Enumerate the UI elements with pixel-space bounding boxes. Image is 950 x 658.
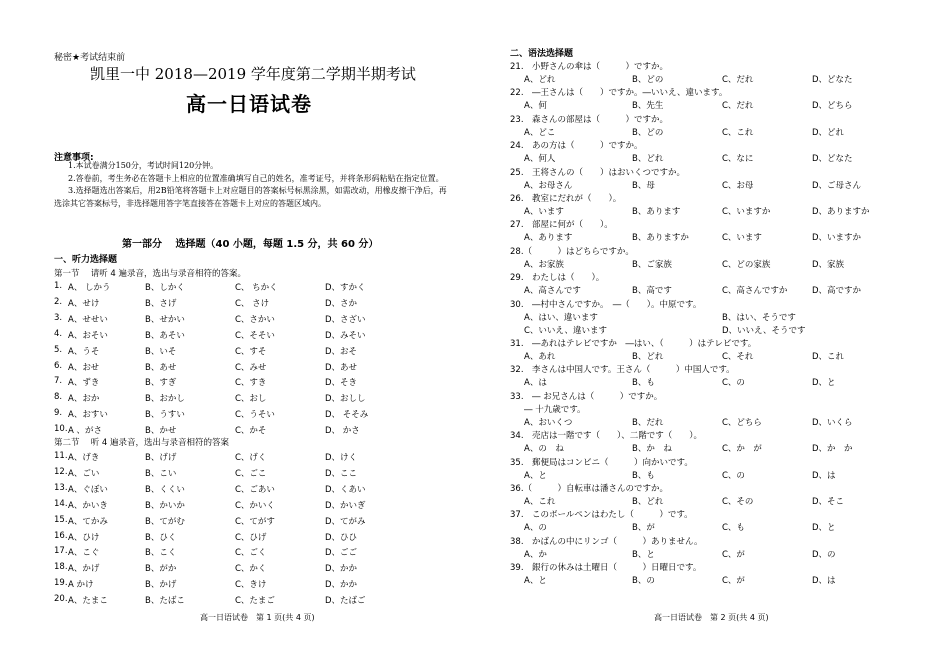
option-a: A、は (524, 378, 547, 389)
option-a: A、か (524, 549, 547, 560)
option-c: C、お母 (722, 180, 754, 191)
question-number: 12. (54, 466, 68, 477)
question-text: 29. わたしは（ ）。 (510, 273, 605, 284)
part-heading: 第一部分 选择题（40 小题，每题 1.5 分，共 60 分） (122, 239, 379, 250)
option-b: B、どれ (632, 497, 664, 507)
note-item: 3.选择题选出答案后，用2B铅笔将答题卡上对应题目的答案标号标黑涂黑，如需改动，用橡皮擦干净后，再选涂其它答案标号，非选择题用答字笔直接答在答题卡上对应的答题区域内。 (54, 186, 447, 208)
option-c: C、高さんですか (722, 286, 788, 297)
option-a: A、の ね (524, 444, 564, 455)
question-number: 9. (54, 408, 63, 419)
option-a: A、せせい (68, 314, 108, 325)
option-b: B、先生 (632, 101, 664, 112)
option-b: B、たばこ (145, 596, 185, 607)
option-a: A、と (524, 470, 547, 481)
option-d: D、高ですか (812, 286, 862, 297)
option-b: B、こく (145, 548, 177, 559)
option-b: B、どれ (632, 352, 664, 362)
option-b: B、さげ (145, 298, 177, 309)
option-d: D、どなた (812, 154, 853, 165)
option-c: C、すそ (235, 346, 267, 357)
option-b: B、てがむ (145, 516, 185, 527)
option-a: A、と (524, 576, 547, 587)
option-c: C、ごく (235, 548, 267, 559)
question-number: 18. (54, 562, 68, 573)
option-c: C、すき (235, 378, 267, 389)
option-d: D、そこ (812, 497, 845, 507)
option-d: D、と (812, 523, 836, 534)
option-b: B、どれ (632, 154, 664, 165)
notes-heading: 注意事项: (54, 153, 94, 163)
option-d: D、ひひ (325, 532, 358, 543)
option-d: D、 かさ (325, 426, 360, 437)
page-footer: 高一日语试卷 第 1 页(共 4 页) (200, 613, 315, 622)
option-b: B、ありますか (632, 233, 689, 244)
option-b: B、かげ (145, 580, 177, 591)
question-number: 17. (54, 546, 68, 557)
option-d: D、家族 (812, 259, 845, 270)
question-number: 15. (54, 514, 68, 525)
option-c: C、かそ (235, 426, 267, 437)
option-d: D、たばご (325, 596, 366, 607)
option-a: A、げき (68, 453, 100, 463)
option-d: D、と (812, 378, 836, 389)
option-d: D、 そそみ (325, 410, 369, 421)
question-text: 27. 部屋に何が（ ）。 (510, 220, 613, 231)
option-d: D、いいえ、そうです (722, 325, 806, 336)
option-b: B、だれ (632, 417, 664, 428)
question-number: 16. (54, 530, 68, 541)
confidential-label: 秘密★考试结束前 (54, 53, 126, 63)
page-footer: 高一日语试卷 第 2 页(共 4 页) (654, 613, 769, 622)
question-text: 33. ― お兄さんは（ ）ですか。 (510, 391, 663, 402)
option-b: B、がか (145, 564, 177, 575)
option-c: C、なに (722, 154, 754, 165)
option-a: A、あります (524, 233, 573, 244)
question-number: 19. (54, 578, 68, 589)
option-b: B、ひく (145, 532, 177, 543)
option-c: C、ごあい (235, 484, 275, 495)
option-a: A、おすい (68, 410, 108, 421)
question-number: 4. (54, 328, 63, 339)
option-d: D、どちら (812, 101, 853, 112)
option-a: A、あれ (524, 352, 556, 362)
section-heading: 一、听力选择题 (54, 255, 118, 265)
option-d: D、ここ (325, 468, 358, 479)
option-c: C、かいく (235, 500, 275, 511)
question-text: 37. このボールペンはわたし（ ）です。 (510, 510, 693, 521)
section-heading: 二、语法选择题 (510, 49, 574, 59)
question-number: 5. (54, 344, 63, 355)
option-c: C、その (722, 497, 754, 507)
option-a: A、これ (524, 497, 556, 507)
left-page (0, 0, 470, 658)
question-text: 32. 李さんは中国人です。王さん（ ）中国人です。 (510, 365, 735, 376)
option-a: A、おいくつ (524, 417, 573, 428)
option-d: D、そき (325, 378, 358, 389)
question-text: 25. 王将さんの（ ）はおいくつですか。 (510, 167, 686, 178)
option-a: A、おせ (68, 362, 100, 373)
option-d: D、ご母さん (812, 180, 862, 191)
option-a: A、の (524, 523, 547, 534)
option-d: D、は (812, 470, 836, 481)
option-c: C、いいえ、違います (524, 325, 607, 336)
option-d: D、か か (812, 444, 853, 455)
option-b: B、すぎ (145, 378, 177, 389)
option-c: C、だれ (722, 101, 754, 112)
option-c: C、の (722, 378, 745, 389)
question-text: 21. 小野さんの傘は（ ）ですか。 (510, 62, 669, 72)
option-b: B、せかい (145, 314, 185, 325)
option-c: C、どちら (722, 417, 762, 428)
option-c: C、かく (235, 564, 267, 575)
question-number: 14. (54, 498, 68, 509)
option-a: A、せけ (68, 298, 100, 309)
question-number: 11. (54, 451, 68, 461)
option-a: A、ぐぼい (68, 484, 108, 495)
option-a: A、何人 (524, 154, 556, 165)
option-c: C、ごこ (235, 468, 267, 479)
option-a: A、こぐ (68, 548, 100, 559)
question-number: 3. (54, 312, 63, 323)
option-c: C、たまご (235, 596, 275, 607)
option-a: A、お母さん (524, 180, 573, 191)
option-b: B、かいか (145, 500, 185, 511)
option-b: B、どの (632, 75, 664, 85)
option-b: B、ご家族 (632, 259, 672, 270)
option-b: B、はい、そうです (722, 312, 796, 323)
option-c: C、も (722, 523, 745, 534)
question-text-line2: ― 十九歳です。 (524, 404, 586, 415)
option-a: A、ひけ (68, 532, 100, 543)
question-number: 7. (54, 376, 63, 387)
option-b: B、母 (632, 180, 655, 191)
option-c: C、そそい (235, 330, 275, 341)
option-d: D、ありますか (812, 207, 870, 217)
option-b: B、げげ (145, 453, 177, 463)
option-b: B、あそい (145, 330, 185, 341)
question-text: 35. 郵便局はコンビニ（ ）向かいです。 (510, 457, 693, 468)
exam-subtitle: 高一日语试卷 (186, 92, 312, 116)
option-d: D、てがみ (325, 516, 366, 527)
option-d: D、これ (812, 352, 845, 362)
option-d: D、あせ (325, 362, 358, 373)
option-c: C、おし (235, 394, 267, 405)
option-d: D、どなた (812, 75, 853, 85)
option-c: C、てがす (235, 516, 275, 527)
subsection-heading: 第一节 请听 4 遍录音，选出与录音相符的答案。 (54, 269, 247, 279)
option-c: C、げく (235, 453, 267, 463)
note-item: 1.本试卷满分150分，考试时间120分钟。 (68, 161, 219, 170)
option-c: C、どの家族 (722, 259, 771, 270)
notes-block (54, 160, 454, 210)
option-a: A、何 (524, 101, 547, 112)
option-c: C、だれ (722, 75, 754, 85)
option-d: D、ごご (325, 548, 358, 559)
question-text: 23. 森さんの部屋は（ ）ですか。 (510, 114, 669, 125)
option-d: D、さざい (325, 314, 366, 325)
option-a: A かけ (68, 580, 94, 591)
option-a: A 、がさ (68, 426, 103, 437)
option-b: B、くくい (145, 484, 185, 495)
option-d: D、いくら (812, 417, 853, 428)
question-text: 38. かばんの中にリンゴ（ ）ありません。 (510, 536, 703, 547)
question-number: 6. (54, 360, 63, 371)
option-b: B、あります (632, 207, 681, 217)
option-c: C、さかい (235, 314, 275, 325)
option-c: C、か が (722, 444, 762, 455)
question-text: 31. ―あれはテレビですか ―はい、（ ）はテレビです。 (510, 339, 757, 349)
option-b: B、も (632, 470, 655, 481)
question-text: 28.（ ）はどちらですか。 (510, 246, 634, 257)
option-c: C、いますか (722, 207, 771, 217)
right-page (470, 0, 950, 658)
option-a: A、おそい (68, 330, 108, 341)
option-d: D、すかく (325, 283, 366, 293)
option-b: B、おかし (145, 394, 185, 405)
option-d: D、の (812, 549, 836, 560)
option-b: B、の (632, 576, 655, 587)
question-text: 39. 銀行の休みは土曜日（ ）日曜日です。 (510, 563, 702, 574)
question-number: 10. (54, 424, 68, 435)
option-d: D、さか (325, 298, 358, 309)
option-a: A、どれ (524, 75, 556, 85)
option-a: A、どこ (524, 127, 556, 138)
option-a: A、たまこ (68, 596, 108, 607)
option-c: C、これ (722, 127, 754, 138)
option-b: B、あせ (145, 362, 177, 373)
question-text: 34. 売店は一階です（ ）、二階です（ ）。 (510, 431, 703, 442)
option-b: B、高です (632, 286, 672, 297)
option-b: B、いそ (145, 346, 177, 357)
option-a: A、かげ (68, 564, 100, 575)
option-b: B、こい (145, 468, 177, 479)
option-c: C、ひげ (235, 532, 267, 543)
question-number: 1. (54, 281, 63, 291)
option-c: C、それ (722, 352, 754, 362)
option-a: A、うそ (68, 346, 100, 357)
question-text: 26. 教室にだれが（ ）。 (510, 194, 622, 204)
option-c: C、みせ (235, 362, 267, 373)
option-d: D、は (812, 576, 836, 587)
option-b: B、と (632, 549, 655, 560)
option-a: A、はい、違います (524, 312, 598, 323)
option-c: C、が (722, 576, 745, 587)
question-text: 24. あの方は（ ）ですか。 (510, 141, 643, 152)
exam-title: 凯里一中 2018—2019 学年度第二学期半期考试 (90, 65, 416, 83)
option-d: D、かか (325, 580, 358, 591)
option-b: B、か ね (632, 444, 672, 455)
option-d: D、いますか (812, 233, 862, 244)
option-b: B、しかく (145, 283, 185, 293)
option-c: C、が (722, 549, 745, 560)
option-c: C、 さけ (235, 298, 270, 309)
option-b: B、が (632, 523, 655, 534)
option-b: B、も (632, 378, 655, 389)
question-text: 36.（ ）自転車は潘さんのですか。 (510, 484, 669, 494)
option-b: B、かせ (145, 426, 177, 437)
option-d: D、くあい (325, 484, 366, 495)
option-a: A、おか (68, 394, 100, 405)
subsection-heading: 第二节 听 4 遍录音，选出与录音相符的答案 (54, 438, 230, 448)
option-d: D、どれ (812, 127, 845, 138)
option-a: A、お家族 (524, 259, 564, 270)
option-a: A、ずき (68, 378, 100, 389)
option-d: D、おしし (325, 394, 366, 405)
option-a: A、高さんです (524, 286, 581, 297)
question-text: 22. ―王さんは（ ）ですか。―いいえ、違います。 (510, 88, 728, 99)
note-item: 2.答卷前，考生务必在答题卡上相应的位置准确填写自己的姓名，准考证号，并将条形码粘贴在指定位置。 (68, 173, 444, 183)
question-number: 8. (54, 392, 63, 403)
option-a: A、てかみ (68, 516, 108, 527)
option-d: D、かか (325, 564, 358, 575)
option-b: B、どの (632, 127, 664, 138)
option-a: A、 しかう (68, 283, 111, 293)
option-a: A、います (524, 207, 564, 217)
option-d: D、みそい (325, 330, 366, 341)
option-c: C、うそい (235, 410, 275, 421)
option-a: A、ごい (68, 468, 100, 479)
option-c: C、きけ (235, 580, 267, 591)
question-number: 13. (54, 482, 68, 493)
option-a: A、かいき (68, 500, 108, 511)
option-c: C、 ちかく (235, 283, 278, 293)
question-number: 20. (54, 594, 68, 605)
question-number: 2. (54, 296, 63, 307)
option-c: C、の (722, 470, 745, 481)
option-b: B、うすい (145, 410, 185, 421)
option-c: C、います (722, 233, 762, 244)
question-text: 30. ―村中さんですか。 ―（ ）。中原です。 (510, 299, 702, 310)
option-d: D、かいぎ (325, 500, 366, 511)
option-d: D、おそ (325, 346, 358, 357)
option-d: D、けく (325, 453, 358, 463)
